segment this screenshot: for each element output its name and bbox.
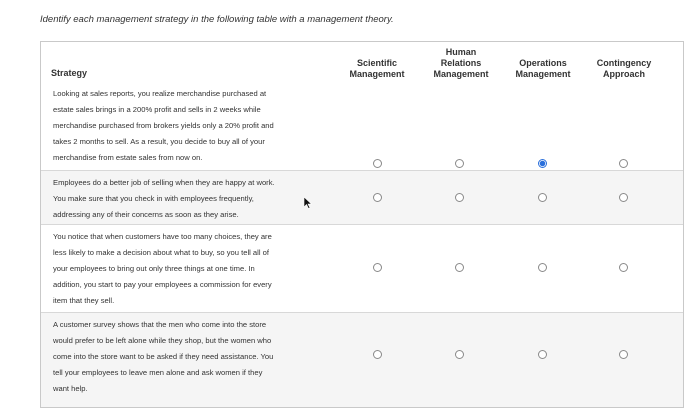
- radio-human-relations[interactable]: [455, 193, 464, 202]
- col-header-operations: [503, 42, 583, 84]
- col-header-label: Scientific Management: [349, 58, 405, 79]
- radio-human-relations[interactable]: [455, 350, 464, 359]
- col-header-contingency: [585, 42, 663, 84]
- radio-human-relations[interactable]: [455, 159, 464, 168]
- radio-human-relations[interactable]: [455, 263, 464, 272]
- radio-operations[interactable]: [538, 159, 547, 168]
- strategy-table: [40, 41, 684, 408]
- radio-scientific[interactable]: [373, 263, 382, 272]
- table-header: [41, 42, 683, 84]
- radio-contingency[interactable]: [619, 159, 628, 168]
- table-row: [41, 312, 683, 407]
- radio-scientific[interactable]: [373, 193, 382, 202]
- col-header-label: Human Relations Management: [433, 47, 489, 79]
- table-row: [41, 224, 683, 312]
- radio-operations[interactable]: [538, 350, 547, 359]
- col-header-scientific: [341, 42, 413, 84]
- radio-scientific[interactable]: [373, 350, 382, 359]
- radio-operations[interactable]: [538, 193, 547, 202]
- question-prompt: Identify each management strategy in the following table with a management theory.: [40, 14, 394, 25]
- strategy-text: Looking at sales reports, you realize merchandise purchased at estate sales brings in a 200% profit and sells in 2 weeks while merchandise purchased from brokers yields only a 20% profit and takes 2 months to sell. As a result, you decide to buy all of your merchandise from estate sales from now on.: [53, 89, 274, 162]
- strategy-text: Employees do a better job of selling when they are happy at work. You make sure that you check in with employees frequently, addressing any of their concerns as soon as they arise.: [53, 178, 275, 219]
- radio-contingency[interactable]: [619, 263, 628, 272]
- radio-operations[interactable]: [538, 263, 547, 272]
- col-header-human-relations: [421, 42, 501, 84]
- radio-contingency[interactable]: [619, 193, 628, 202]
- radio-scientific[interactable]: [373, 159, 382, 168]
- radio-contingency[interactable]: [619, 350, 628, 359]
- strategy-column-header: Strategy: [51, 68, 88, 78]
- table-row: [41, 170, 683, 224]
- mouse-cursor-icon: [304, 197, 312, 209]
- strategy-text: A customer survey shows that the men who come into the store would prefer to be left alone while they shop, but the women who come into the store want to be asked if they need assistance. You tell your employees to leave men alone and ask women if they want help.: [53, 320, 274, 393]
- col-header-label: Operations Management: [515, 58, 571, 79]
- strategy-text: You notice that when customers have too many choices, they are less likely to make a decision about what to buy, so you tell all of your employees to bring out only three things at one time. In addition, you start to pay your employees a commission for every item that they sell.: [53, 232, 272, 305]
- col-header-label: Contingency Approach: [596, 58, 652, 79]
